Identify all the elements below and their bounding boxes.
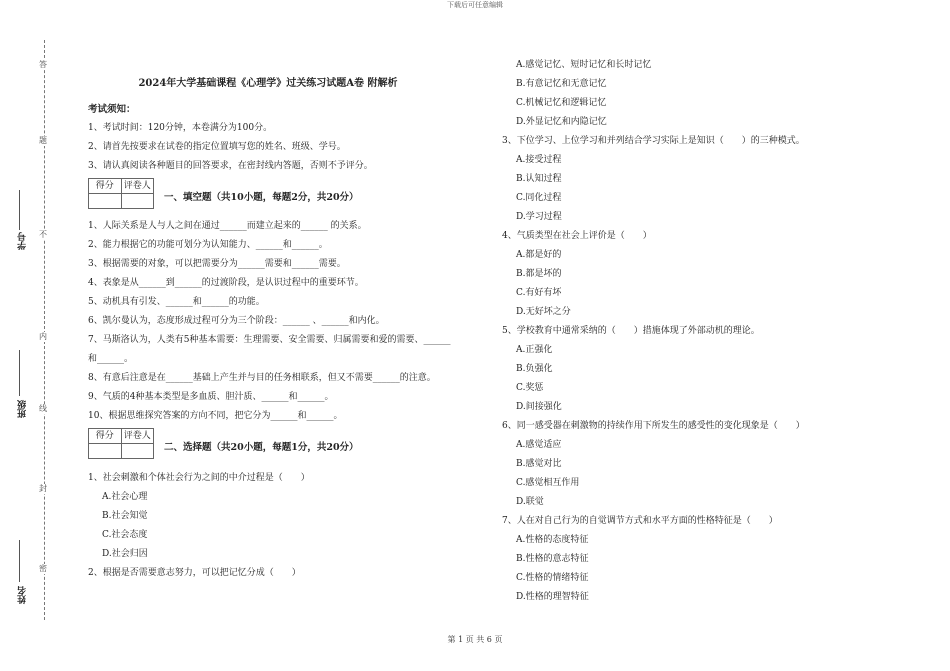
section2-header — [88, 428, 488, 459]
choice-question: 4、气质类型在社会上评价是（ ） — [502, 231, 652, 241]
section1-header — [88, 178, 488, 209]
binding-char: 密 — [39, 564, 47, 573]
instruction-item: 2、请首先按要求在试卷的指定位置填写您的姓名、班级、学号。 — [88, 142, 346, 152]
seal-line — [44, 40, 45, 620]
class-line — [19, 350, 20, 396]
instruction-item: 3、请认真阅读各种题目的回答要求，在密封线内答题，否则不予评分。 — [88, 161, 373, 171]
exam-title: 2024年大学基础课程《心理学》过关练习试题A卷 附解析 — [138, 78, 398, 89]
choice-question: 5、学校教育中通常采纳的（ ）措施体现了外部动机的理论。 — [502, 326, 760, 336]
class-label: 班级 — [18, 400, 28, 418]
binding-char: 题 — [39, 136, 47, 145]
choice-option: B.都是坏的 — [516, 269, 562, 279]
choice-option: A.性格的态度特征 — [516, 535, 589, 545]
choice-option: B.社会知觉 — [102, 511, 148, 521]
score-box — [88, 428, 154, 459]
choice-option: B.有意记忆和无意记忆 — [516, 79, 607, 89]
choice-option: A.社会心理 — [102, 492, 148, 502]
choice-option: B.认知过程 — [516, 174, 562, 184]
choice-option: C.社会态度 — [102, 530, 148, 540]
fill-question: 4、表象是从______到______的过渡阶段，是认识过程中的重要环节。 — [88, 278, 364, 288]
choice-option: D.外显记忆和内隐记忆 — [516, 117, 607, 127]
binding-char: 封 — [39, 484, 47, 493]
score-label: 得分 — [95, 431, 114, 441]
binding-char: 答 — [39, 60, 47, 69]
fill-question: 10、根据思维探究答案的方向不同，把它分为______和______。 — [88, 411, 343, 421]
binding-char: 线 — [39, 404, 47, 413]
choice-option: B.性格的意志特征 — [516, 554, 589, 564]
section2-title: 二、选择题（共20小题，每题1分，共20分） — [164, 442, 359, 453]
choice-question: 1、社会刺激和个体社会行为之间的中介过程是（ ） — [88, 473, 310, 483]
grader-label: 评卷人 — [121, 429, 154, 443]
choice-option: A.感觉适应 — [516, 440, 562, 450]
name-line — [19, 540, 20, 582]
binding-strip — [18, 40, 66, 620]
fill-question: 9、气质的4种基本类型是多血质、胆汁质、______和______。 — [88, 392, 334, 402]
choice-option: C.有好有坏 — [516, 288, 562, 298]
choice-question: 7、人在对自己行为的自觉调节方式和水平方面的性格特征是（ ） — [502, 516, 778, 526]
fill-question: 5、动机具有引发、______和______的功能。 — [88, 297, 265, 307]
fill-question: 和______。 — [88, 354, 134, 364]
choice-option: D.联觉 — [516, 497, 544, 507]
grader-label: 评卷人 — [121, 179, 154, 193]
choice-option: A.正强化 — [516, 345, 553, 355]
instruction-item: 1、考试时间：120分钟，本卷满分为100分。 — [88, 123, 273, 133]
student-id-line — [19, 190, 20, 230]
choice-option: A.感觉记忆、短时记忆和长时记忆 — [516, 60, 652, 70]
choice-option: B.感觉对比 — [516, 459, 562, 469]
right-column — [502, 56, 922, 607]
top-note: 下载后可任意编辑 — [447, 1, 503, 9]
choice-option: C.性格的情绪特征 — [516, 573, 589, 583]
choice-option: D.学习过程 — [516, 212, 562, 222]
fill-question: 1、人际关系是人与人之间在通过______而建立起来的______ 的关系。 — [88, 221, 367, 231]
page-footer: 第 1 页 共 6 页 — [447, 635, 503, 644]
score-label: 得分 — [95, 181, 114, 191]
fill-question: 6、凯尔曼认为，态度形成过程可分为三个阶段：______ 、______和内化。 — [88, 316, 385, 326]
choice-question: 3、下位学习、上位学习和并列结合学习实际上是知识（ ）的三种模式。 — [502, 136, 805, 146]
student-id-label: 学号 — [18, 232, 28, 250]
choice-option: C.感觉相互作用 — [516, 478, 580, 488]
choice-option: A.都是好的 — [516, 250, 562, 260]
fill-question: 2、能力根据它的功能可划分为认知能力、______和______。 — [88, 240, 328, 250]
choice-question: 2、根据是否需要意志努力，可以把记忆分成（ ） — [88, 568, 301, 578]
score-box — [88, 178, 154, 209]
fill-question: 3、根据需要的对象，可以把需要分为______需要和______需要。 — [88, 259, 346, 269]
fill-question: 8、有意后注意是在______基础上产生并与目的任务相联系，但又不需要______的注意。 — [88, 373, 436, 383]
fill-question: 7、马斯洛认为，人类有5种基本需要：生理需要、安全需要、归属需要和爱的需要、______ — [88, 335, 451, 345]
choice-option: C.同化过程 — [516, 193, 562, 203]
name-label: 姓名 — [18, 586, 28, 604]
section1-title: 一、填空题（共10小题，每题2分，共20分） — [164, 192, 359, 203]
choice-option: D.性格的理智特征 — [516, 592, 589, 602]
choice-option: D.无好坏之分 — [516, 307, 571, 317]
binding-char: 内 — [39, 332, 47, 341]
choice-option: D.间接强化 — [516, 402, 562, 412]
choice-question: 6、同一感受器在刺激物的持续作用下所发生的感受性的变化现象是（ ） — [502, 421, 805, 431]
choice-option: C.机械记忆和逻辑记忆 — [516, 98, 607, 108]
choice-option: B.负强化 — [516, 364, 553, 374]
instructions-heading: 考试须知： — [88, 104, 136, 115]
left-column — [88, 76, 488, 583]
binding-char: 不 — [39, 230, 47, 239]
choice-option: C.奖惩 — [516, 383, 544, 393]
choice-option: A.接受过程 — [516, 155, 562, 165]
choice-option: D.社会归因 — [102, 549, 148, 559]
